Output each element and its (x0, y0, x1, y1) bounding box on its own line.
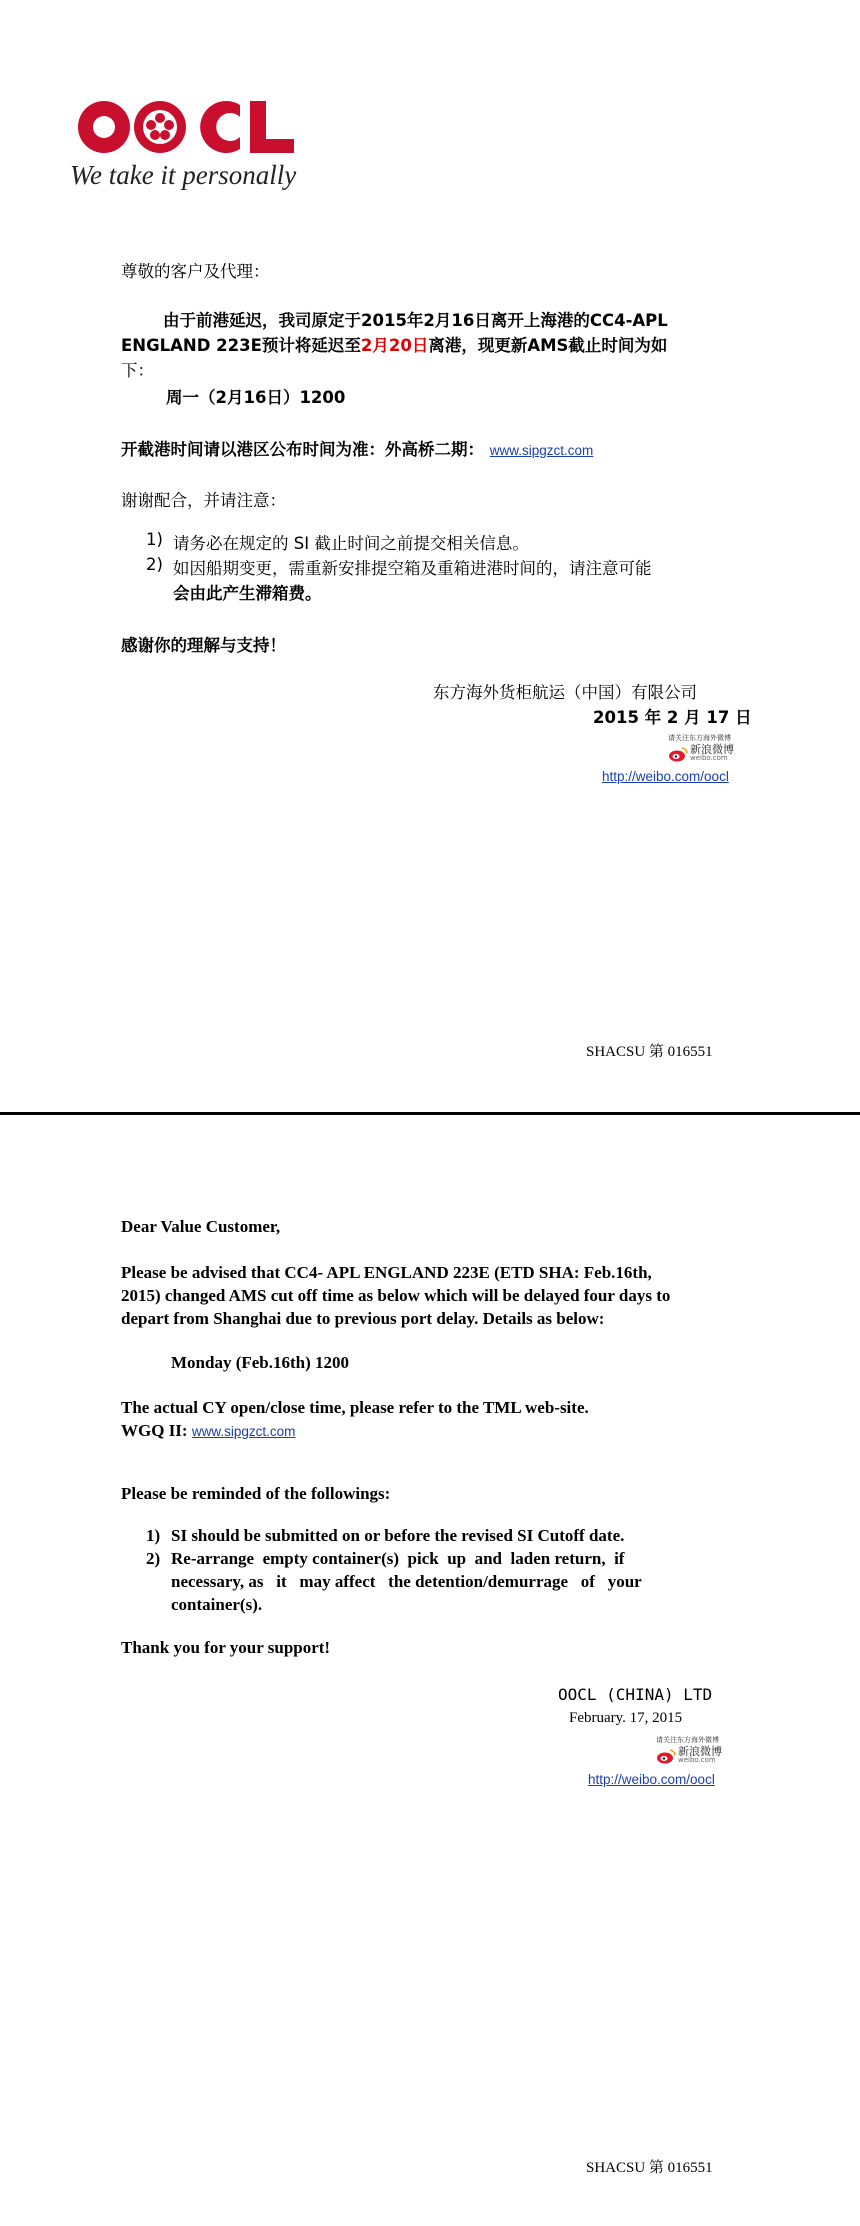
cn-thanks-intro: 谢谢配合，并请注意： (121, 491, 286, 510)
cn-item2-num: 2) (146, 555, 163, 574)
en-closing: Thank you for your support! (121, 1638, 331, 1657)
en-cutoff-time: Monday (Feb.16th) 1200 (171, 1353, 350, 1372)
en-salutation: Dear Value Customer, (121, 1217, 281, 1236)
en-paragraph-line2: 2015) changed AMS cut off time as below which will be delayed four days to (121, 1286, 671, 1305)
en-cy-line1: The actual CY open/close time, please refer to the TML web-site. (121, 1398, 589, 1417)
cn-weibo-row (668, 745, 748, 763)
cn-item1: 请务必在规定的 SI 截止时间之前提交相关信息。 (173, 534, 529, 553)
en-cy-line2 (121, 1421, 295, 1441)
cn-date: 2015 年 2 月 17 日 (593, 708, 752, 727)
en-weibo-link[interactable]: http://weibo.com/oocl (588, 1772, 715, 1787)
en-paragraph-line1: Please be advised that CC4- APL ENGLAND 223E (ETD SHA: Feb.16th, (121, 1263, 652, 1282)
en-reference-number: SHACSU 第 016551 (586, 2160, 713, 2176)
en-weibo-sub: weibo.com (678, 1756, 716, 1764)
cn-item2-line1: 如因船期变更，需重新安排提空箱及重箱进港时间的，请注意可能 (173, 559, 652, 578)
en-paragraph-line3: depart from Shanghai due to previous port delay. Details as below: (121, 1309, 605, 1328)
cn-weibo-brand: 新浪微博 (690, 743, 734, 756)
cn-paragraph-text: ENGLAND 223E预计将延迟至 (121, 336, 361, 355)
en-cy-label: WGQ II: (121, 1421, 188, 1440)
cn-item2-line2: 会由此产生滞箱费。 (173, 584, 322, 603)
en-weibo-brand: 新浪微博 (678, 1745, 722, 1758)
cn-weibo-sub: weibo.com (690, 754, 728, 762)
cn-paragraph-line2 (121, 332, 667, 356)
en-weibo-badge (656, 1735, 736, 1765)
cn-salutation: 尊敬的客户及代理： (121, 262, 270, 281)
en-item2-line2: necessary, as it may affect the detention/demurrage of your (171, 1572, 642, 1591)
cn-item1-num: 1) (146, 530, 163, 549)
en-item2-line3: container(s). (171, 1595, 263, 1614)
cn-closing: 感谢你的理解与支持！ (121, 636, 286, 655)
logo-tagline: We take it personally (70, 160, 297, 190)
en-item2-num: 2) (146, 1549, 161, 1568)
weibo-icon (656, 1748, 676, 1764)
en-company: OOCL (CHINA) LTD (558, 1685, 713, 1704)
cn-cy-line (121, 436, 593, 460)
cn-cy-text: 开截港时间请以港区公布时间为准：外高桥二期： (121, 440, 484, 459)
page-divider (0, 1112, 860, 1115)
cn-cutoff-time: 周一（2月16日）1200 (166, 388, 346, 407)
en-cy-link[interactable]: www.sipgzct.com (191, 1424, 296, 1439)
cn-paragraph-line1: 由于前港延迟，我司原定于2015年2月16日离开上海港的CC4-APL (163, 311, 668, 330)
cn-weibo-note: 请关注东方海外微博 (668, 734, 731, 742)
en-item1: SI should be submitted on or before the revised SI Cutoff date. (171, 1526, 625, 1545)
oocl-logo-mark (70, 95, 340, 165)
cn-reference-number: SHACSU 第 016551 (586, 1044, 713, 1060)
en-reminder: Please be reminded of the followings: (121, 1484, 391, 1503)
cn-company: 东方海外货柜航运（中国）有限公司 (433, 683, 697, 702)
en-item2-line1: Re-arrange empty container(s) pick up and laden return, if (171, 1549, 625, 1568)
cn-paragraph-line3: 下： (121, 361, 154, 380)
cn-paragraph-text: 离港，现更新AMS截止时间为如 (428, 336, 668, 355)
weibo-icon (668, 746, 688, 762)
en-date: February. 17, 2015 (569, 1710, 683, 1726)
cn-new-date: 2月20日 (360, 336, 429, 355)
en-weibo-row (656, 1747, 736, 1765)
en-weibo-note: 请关注东方海外微博 (656, 1736, 719, 1744)
cn-weibo-link[interactable]: http://weibo.com/oocl (602, 769, 729, 784)
en-item1-num: 1) (146, 1526, 161, 1545)
cn-cy-link[interactable]: www.sipgzct.com (489, 443, 594, 458)
cn-weibo-badge (668, 733, 748, 763)
